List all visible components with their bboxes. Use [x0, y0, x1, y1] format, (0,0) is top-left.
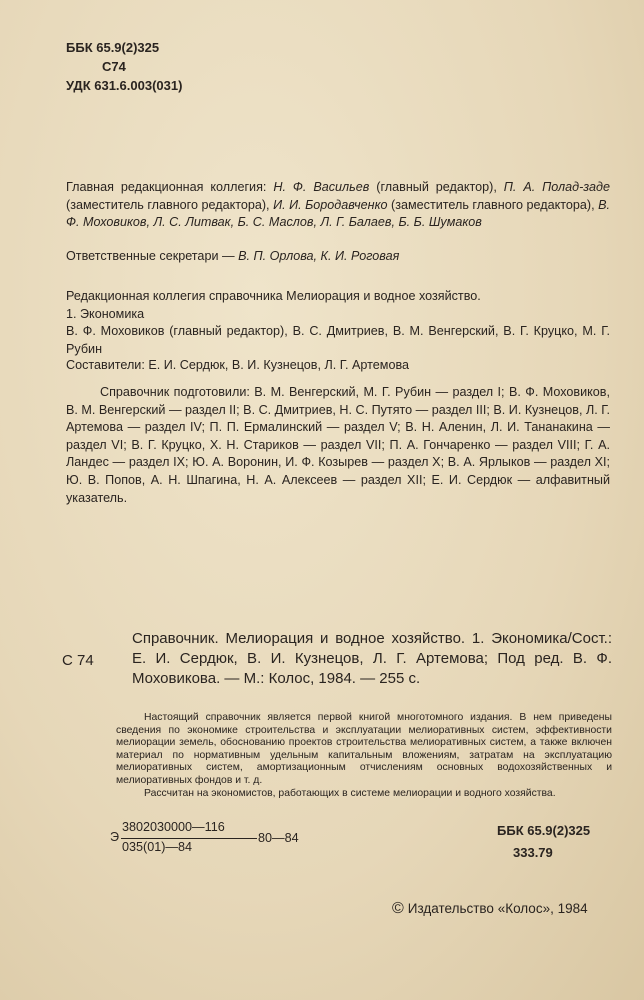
udk-code: УДК 631.6.003(031) [66, 78, 183, 93]
classification-codes [66, 38, 182, 95]
biblio-description: Справочник. Мелиорация и водное хозяйство. 1. Экономика/Сост.: Е. И. Сердюк, В. И. Кузнецов, Л. Г. Артемова; Под ред. В. Ф. Моховикова. — М.: Колос, 1984. — 255 с. [132, 630, 612, 687]
editorial-board [66, 179, 610, 232]
board-role-3: (заместитель главного редактора), [387, 197, 599, 212]
board-role-1: (главный редактор), [369, 180, 504, 194]
index-numerator: 3802030000—116 [122, 820, 225, 834]
secretaries-prefix: Ответственные секретари — [66, 249, 239, 263]
board-name-1: Н. Ф. Васильев [273, 180, 370, 194]
board-names-rest: В. Ф. Моховиков, Л. С. Литвак, Б. С. Маслов, Л. Г. Балаев, Б. Б. Шумаков [66, 197, 610, 230]
editorial-line-3: В. Ф. Моховиков (главный редактор), В. С. Дмитриев, В. М. Венгерский, В. Г. Круцко, М. Г. Рубин [66, 324, 610, 356]
author-mark: С74 [102, 59, 126, 74]
copyright-icon: © [392, 900, 404, 917]
prepared-by-text: Справочник подготовили: В. М. Венгерский, М. Г. Рубин — раздел I; В. Ф. Моховиков, В. М. Венгерский — раздел II; В. С. Дмитриев, Н. С. Путято — раздел III; В. И. Кузнецов, Л. Г. Артемова — раздел IV; П. П. Ермалинский — раздел V; В. Н. Аленин, Л. И. Тананакина — раздел VI; В. Г. Круцко, Х. Н. Стариков — раздел VII; П. А. Гончаренко — раздел VIII; Г. А. Ландес — раздел IX; Ю. А. Воронин, И. Ф. Козырев — раздел X; В. А. Ярлыков — раздел XI; Ю. В. Попов, А. Н. Шпагина, Н. А. Алексеев — раздел XII; Е. И. Сердюк — алфавитный указатель. [66, 385, 610, 505]
annotation [116, 712, 612, 800]
board-name-3: И. И. Бородавченко [273, 197, 388, 212]
biblio-author-mark: С 74 [62, 652, 94, 669]
compilers [66, 357, 610, 375]
board-prefix: Главная редакционная коллегия: [66, 180, 274, 194]
secretaries-names: В. П. Орлова, К. И. Роговая [238, 249, 400, 263]
editorial-board-text [66, 179, 610, 232]
bbk-bottom-number: 333.79 [513, 845, 553, 860]
bbk-bottom [497, 820, 590, 864]
bbk-code: ББК 65.9(2)325 [66, 40, 160, 55]
bbk-bottom-code: ББК 65.9(2)325 [497, 823, 591, 838]
editorial-line-2: 1. Экономика [66, 306, 145, 321]
secretaries [66, 248, 610, 266]
editorial-committee [66, 288, 610, 358]
fraction-rule [121, 838, 257, 839]
annotation-paragraph-1: Настоящий справочник является первой книгой многотомного издания. В нем приведены сведения по экономике строительства и эксплуатации мелиоративных систем, эффективности мелиорации земель, обоснованию проектов строительства мелиоративных систем, а также включен материал по нормативным удельным капитальным вложениям, затратам на эксплуатацию мелиоративных систем, амортизационным отчислениям основных водохозяйственных и мелиоративных фондов и т. д. [116, 712, 612, 786]
board-name-2: П. А. Полад-заде [503, 180, 610, 194]
copyright [392, 900, 588, 918]
compilers-text: Составители: Е. И. Сердюк, В. И. Кузнецов, Л. Г. Артемова [66, 358, 409, 372]
copyright-text: Издательство «Колос», 1984 [407, 901, 588, 916]
index-letter: Э [110, 830, 120, 844]
editorial-line-1: Редакционная коллегия справочника Мелиорация и водное хозяйство. [66, 289, 481, 303]
annotation-paragraph-2: Рассчитан на экономистов, работающих в системе мелиорации и водного хозяйства. [144, 787, 556, 799]
index-denominator: 035(01)—84 [122, 840, 193, 854]
index-side: 80—84 [258, 831, 299, 845]
board-role-2: (заместитель главного редактора), [66, 197, 274, 212]
prepared-by [66, 384, 610, 507]
